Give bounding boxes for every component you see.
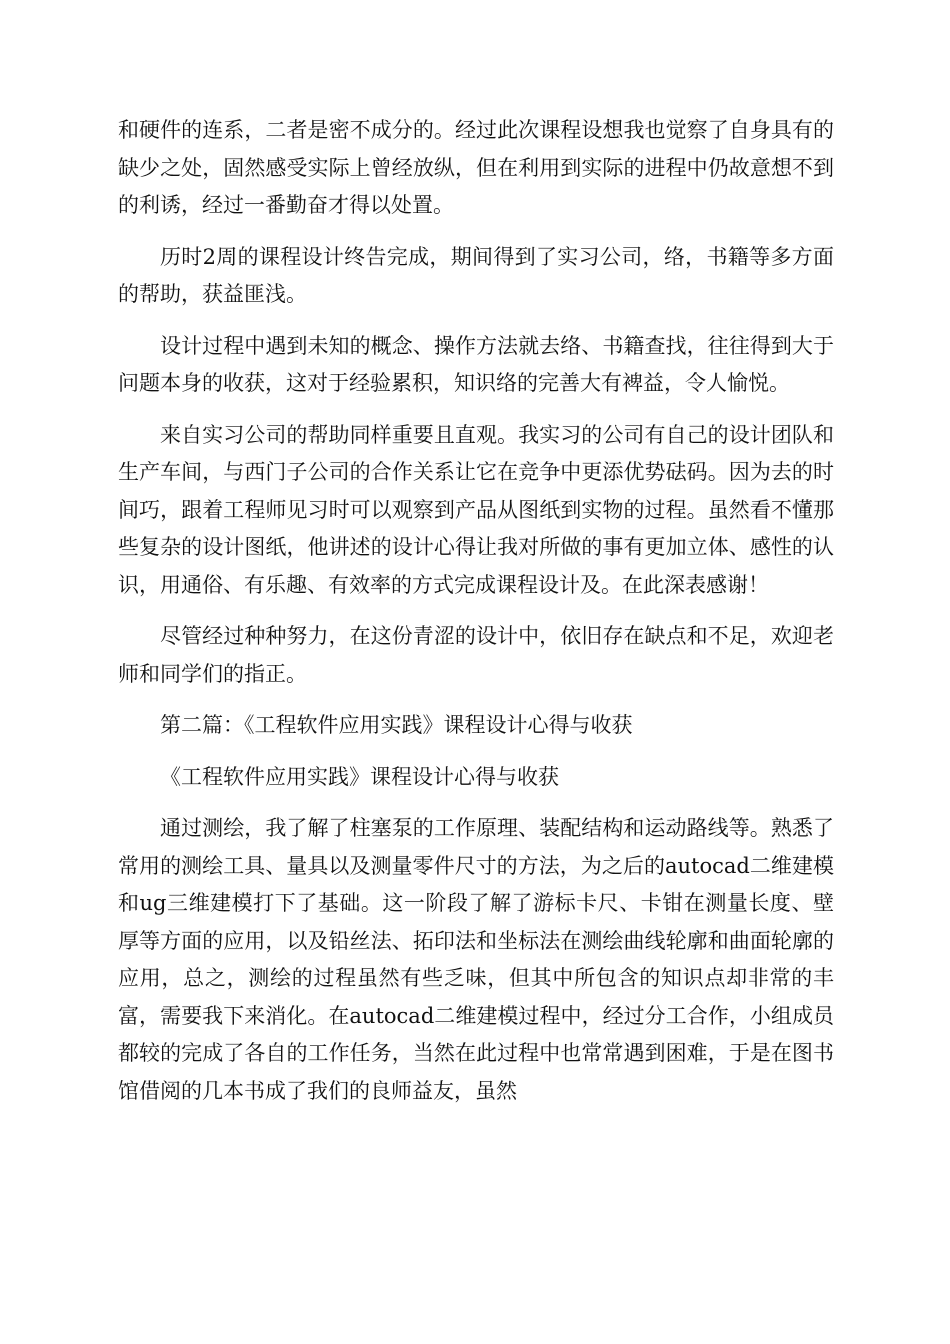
document-body [118,112,834,1124]
paragraph-design-process: 设计过程中遇到未知的概念、操作方法就去络、书籍查找，往往得到大于问题本身的收获，这对于经验累积，知识络的完善大有裨益，令人愉悦。 [118,333,834,395]
paragraph-completion: 历时2周的课程设计终告完成，期间得到了实习公司，络，书籍等多方面的帮助，获益匪浅。 [118,244,834,306]
section-subheading: 《工程软件应用实践》课程设计心得与收获 [160,764,559,789]
section-heading: 第二篇：《工程软件应用实践》课程设计心得与收获 [160,713,633,737]
paragraph-continuation: 和硬件的连系，二者是密不成分的。经过此次课程设想我也觉察了自身具有的缺少之处，固然感受实际上曾经放纵，但在利用到实际的进程中仍故意想不到的利诱，经过一番勤奋才得以处置。 [118,118,834,217]
paragraph-closing: 尽管经过种种努力，在这份青涩的设计中，依旧存在缺点和不足，欢迎老师和同学们的指正。 [118,624,834,686]
paragraph-surveying: 通过测绘，我了解了柱塞泵的工作原理、装配结构和运动路线等。熟悉了常用的测绘工具、量具以及测量零件尺寸的方法，为之后的autocad二维建模和ug三维建模打下了基础。这一阶段了解了游标卡尺、卡钳在测量长度、壁厚等方面的应用，以及铅丝法、拓印法和坐标法在测绘曲线轮廓和曲面轮廓的应用，总之，测绘的过程虽然有些乏味，但其中所包含的知识点却非常的丰富，需要我下来消化。在autocad二维建模过程中，经过分工合作，小组成员都较的完成了各自的工作任务，当然在此过程中也常常遇到困难，于是在图书馆借阅的几本书成了我们的良师益友，虽然 [118,816,834,1103]
paragraph-company-help: 来自实习公司的帮助同样重要且直观。我实习的公司有自己的设计团队和生产车间，与西门子公司的合作关系让它在竞争中更添优势砝码。因为去的时间巧，跟着工程师见习时可以观察到产品从图纸到实物的过程。虽然看不懂那些复杂的设计图纸，他讲述的设计心得让我对所做的事有更加立体、感性的认识，用通俗、有乐趣、有效率的方式完成课程设计及。在此深表感谢！ [118,422,834,597]
